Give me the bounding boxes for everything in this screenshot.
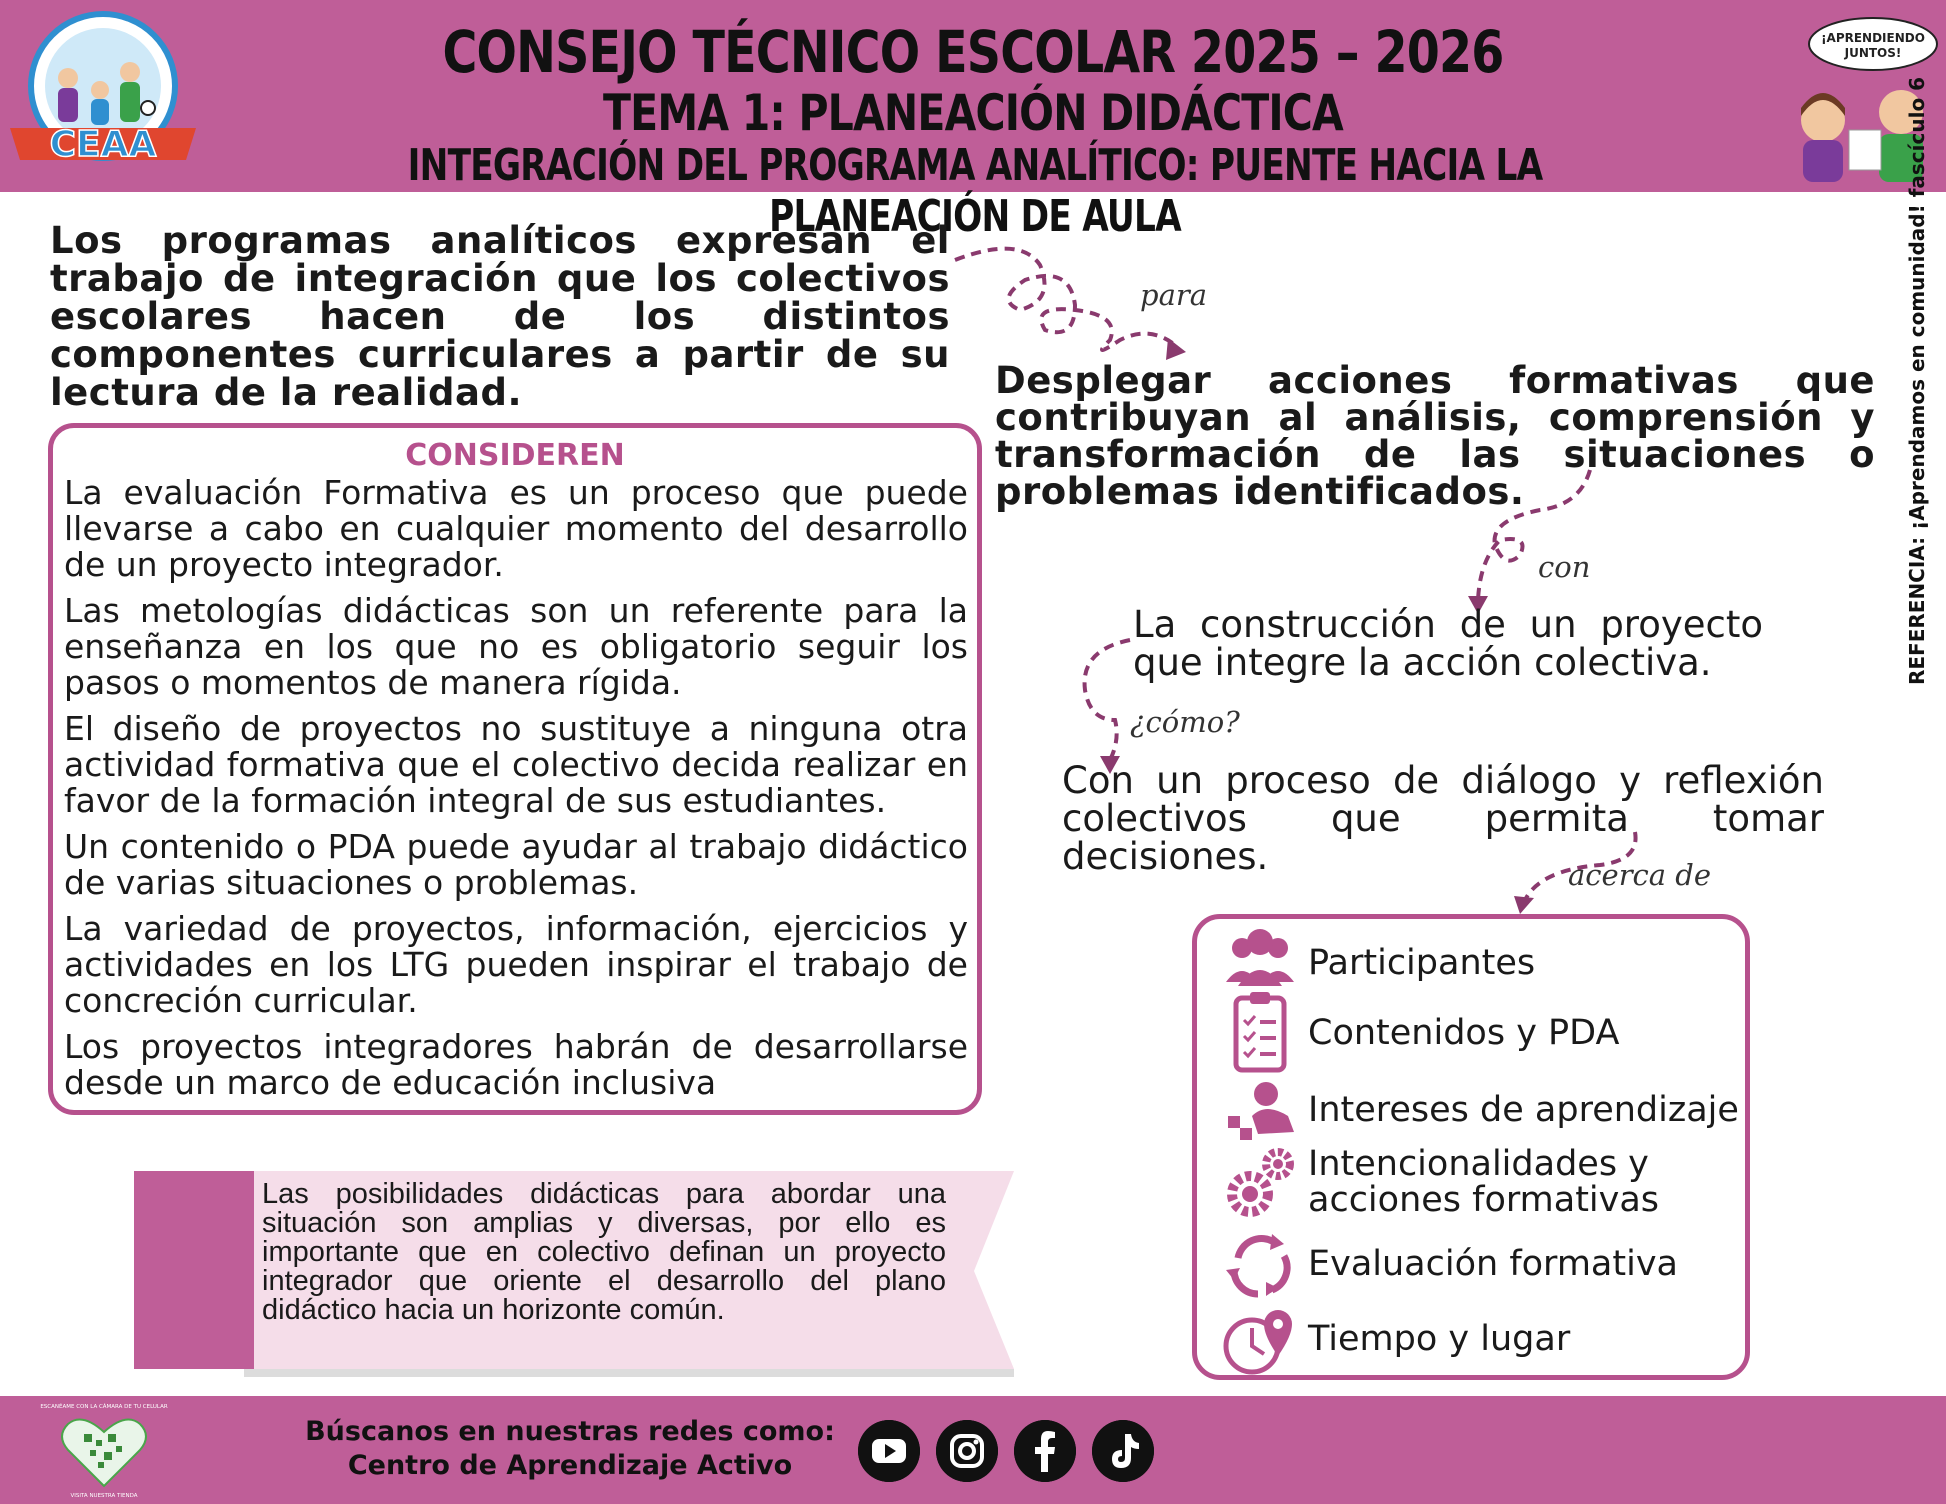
child-playing-icon — [1222, 1076, 1298, 1146]
svg-text:ESCANÉAME CON LA CÁMARA DE TU: ESCANÉAME CON LA CÁMARA DE TU CELULAR — [40, 1404, 168, 1410]
instagram-icon[interactable] — [936, 1420, 998, 1482]
page-heading: INTEGRACIÓN DEL PROGRAMA ANALÍTICO: PUENTE HACIA LA PLANEACIÓN DE AULA — [407, 140, 1543, 242]
connector-con: con — [1538, 550, 1591, 584]
page-title: CONSEJO TÉCNICO ESCOLAR 2025 – 2026 — [442, 18, 1504, 86]
facebook-icon[interactable] — [1014, 1420, 1076, 1482]
aspect-tiempo: Tiempo y lugar — [1308, 1319, 1571, 1359]
aspect-intereses: Intereses de aprendizaje — [1308, 1090, 1739, 1130]
intro-text: Los programas analíticos expresan el trabajo de integración que los colectivos escolares hacen de los distintos componentes curriculares a partir de su lectura de la realidad. — [50, 219, 950, 414]
clock-location-icon — [1222, 1306, 1298, 1380]
people-icon — [1222, 926, 1298, 996]
proceso-text: Con un proceso de diálogo y reflexión colectivos que permita tomar decisiones. — [1062, 759, 1824, 878]
aspect-participantes: Participantes — [1308, 943, 1536, 983]
consider-item: Las metologías didácticas son un referente para la enseñanza en los que no es obligatorio seguir los pasos o momentos de manera rígida. — [64, 591, 968, 702]
clipboard-icon — [1222, 990, 1298, 1074]
aspect-intencionalidades: Intencionalidades y acciones formativas — [1308, 1144, 1660, 1220]
construccion-text: La construcción de un proyecto que integre la acción colectiva. — [1133, 603, 1763, 684]
gears-icon — [1222, 1144, 1298, 1224]
consider-item: Un contenido o PDA puede ayudar al trabajo didáctico de varias situaciones o problemas. — [64, 827, 968, 902]
aspect-evaluacion: Evaluación formativa — [1308, 1244, 1678, 1284]
aspect-contenidos: Contenidos y PDA — [1308, 1013, 1620, 1053]
tiktok-icon[interactable] — [1092, 1420, 1154, 1482]
consider-item: El diseño de proyectos no sustituye a ninguna otra actividad formativa que el colectivo decida realizar en favor de la formación integral de sus estudiantes. — [64, 709, 968, 820]
footer-line2: Centro de Aprendizaje Activo — [347, 1450, 793, 1481]
page-subtitle: TEMA 1: PLANEACIÓN DIDÁCTICA — [603, 84, 1343, 142]
banner-text: Las posibilidades didácticas para abordar una situación son amplias y diversas, por ello es importante que en colectivo definan un proyecto integrador que oriente el desarrollo del plano didáctico hacia un horizonte común. — [262, 1178, 946, 1326]
svg-text:CEAA: CEAA — [49, 124, 157, 165]
reference-note — [1896, 76, 1936, 690]
youtube-icon[interactable] — [858, 1420, 920, 1482]
cycle-icon — [1222, 1230, 1298, 1300]
svg-text:REFERENCIA: ¡Aprendamos en com: REFERENCIA: ¡Aprendamos en comunidad! fascículo 6 — [1905, 76, 1929, 685]
consider-item: La evaluación Formativa es un proceso que puede llevarse a cabo en cualquier momento del desarrollo de un proyecto integrador. — [64, 473, 968, 584]
consider-item: Los proyectos integradores habrán de desarrollarse desde un marco de educación inclusiva — [64, 1027, 968, 1102]
consider-item: La variedad de proyectos, información, ejercicios y actividades en los LTG pueden inspirar el trabajo de concreción curricular. — [64, 909, 968, 1020]
qr-code[interactable] — [40, 1400, 168, 1500]
footer-line1: Búscanos en nuestras redes como: — [305, 1416, 835, 1447]
connector-acerca-de: acerca de — [1568, 858, 1712, 892]
connector-para: para — [1140, 278, 1208, 312]
svg-text:VISITA NUESTRA TIENDA: VISITA NUESTRA TIENDA — [70, 1493, 138, 1499]
svg-text:¡APRENDIENDO: ¡APRENDIENDO — [1821, 31, 1925, 45]
desplegar-text: Desplegar acciones formativas que contribuyan al análisis, comprensión y transformación de las situaciones o problemas identificados. — [995, 359, 1875, 513]
connector-como: ¿cómo? — [1130, 705, 1240, 739]
consider-title: CONSIDEREN — [405, 438, 625, 473]
svg-text:JUNTOS!: JUNTOS! — [1844, 46, 1902, 60]
